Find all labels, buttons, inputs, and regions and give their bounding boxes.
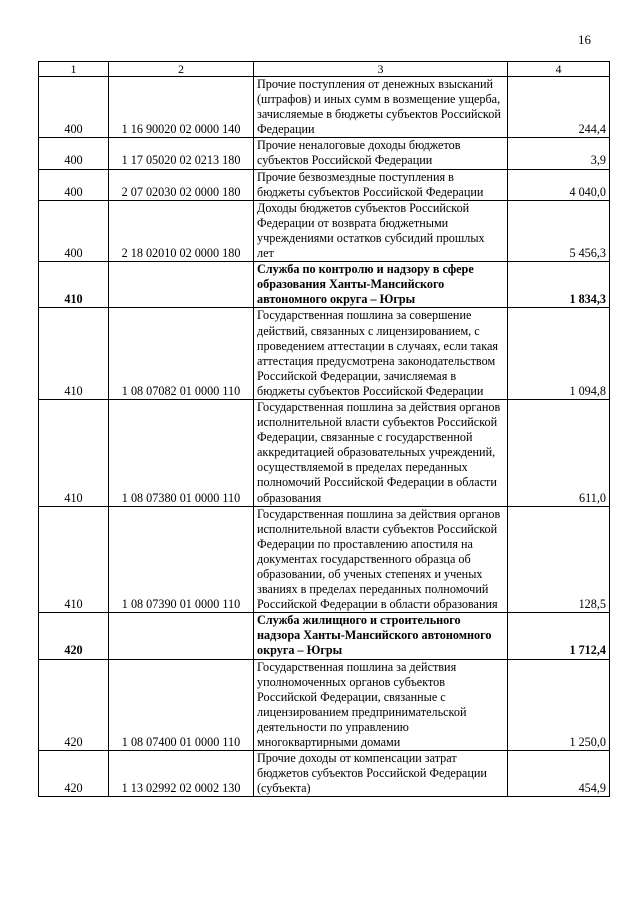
table-row <box>39 262 610 308</box>
admin-code-cell: 410 <box>39 399 109 506</box>
revenue-name-cell: Прочие безвозмездные поступления в бюджеты субъектов Российской Федерации <box>254 169 508 200</box>
budget-code-cell <box>109 262 254 308</box>
table-row <box>39 77 610 138</box>
amount-cell: 1 712,4 <box>508 613 610 659</box>
budget-code-cell: 1 17 05020 02 0213 180 <box>109 138 254 169</box>
budget-code-cell: 1 08 07082 01 0000 110 <box>109 308 254 400</box>
budget-code-cell: 1 13 02992 02 0002 130 <box>109 751 254 797</box>
budget-code-cell: 1 08 07390 01 0000 110 <box>109 506 254 613</box>
revenue-table-body <box>39 62 610 797</box>
revenue-name-cell: Служба по контролю и надзору в сфере образования Ханты-Мансийского автономного округа – Югры <box>254 262 508 308</box>
budget-code-cell <box>109 613 254 659</box>
table-row <box>39 751 610 797</box>
revenue-name-cell: Государственная пошлина за действия органов исполнительной власти субъектов Российской Федерации по проставлению апостиля на документах государственного образца об образовании, об ученых степенях и ученых званиях в пределах переданных полномочий Российской Федерации в области образования <box>254 506 508 613</box>
page-number: 16 <box>578 32 591 47</box>
amount-cell: 4 040,0 <box>508 169 610 200</box>
admin-code-cell: 420 <box>39 659 109 751</box>
table-row <box>39 613 610 659</box>
admin-code-cell: 410 <box>39 506 109 613</box>
budget-code-cell: 2 07 02030 02 0000 180 <box>109 169 254 200</box>
amount-cell: 1 094,8 <box>508 308 610 400</box>
amount-cell: 244,4 <box>508 77 610 138</box>
revenue-table <box>38 61 610 797</box>
budget-code-cell: 2 18 02010 02 0000 180 <box>109 200 254 261</box>
admin-code-cell: 420 <box>39 613 109 659</box>
revenue-name-cell: Государственная пошлина за совершение действий, связанных с лицензированием, с проведением аттестации в случаях, если такая аттестация предусмотрена законодательством Российской Федерации, зачисляемая в бюджеты субъектов Российской Федерации <box>254 308 508 400</box>
table-row <box>39 506 610 613</box>
column-number-4: 4 <box>508 62 610 77</box>
table-row <box>39 138 610 169</box>
revenue-name-cell: Государственная пошлина за действия уполномоченных органов субъектов Российской Федерации, связанные с лицензированием предпринимательской деятельности по управлению многоквартирными домами <box>254 659 508 751</box>
table-row <box>39 308 610 400</box>
amount-cell: 611,0 <box>508 399 610 506</box>
budget-code-cell: 1 08 07380 01 0000 110 <box>109 399 254 506</box>
revenue-name-cell: Прочие неналоговые доходы бюджетов субъектов Российской Федерации <box>254 138 508 169</box>
revenue-name-cell: Прочие доходы от компенсации затрат бюджетов субъектов Российской Федерации (субъекта) <box>254 751 508 797</box>
budget-code-cell: 1 16 90020 02 0000 140 <box>109 77 254 138</box>
table-row <box>39 399 610 506</box>
table-row <box>39 200 610 261</box>
admin-code-cell: 400 <box>39 77 109 138</box>
column-number-2: 2 <box>109 62 254 77</box>
table-row <box>39 659 610 751</box>
revenue-name-cell: Прочие поступления от денежных взысканий (штрафов) и иных сумм в возмещение ущерба, зачисляемые в бюджеты субъектов Российской Федерации <box>254 77 508 138</box>
revenue-name-cell: Служба жилищного и строительного надзора Ханты-Мансийского автономного округа – Югры <box>254 613 508 659</box>
admin-code-cell: 410 <box>39 308 109 400</box>
column-number-3: 3 <box>254 62 508 77</box>
column-number-row <box>39 62 610 77</box>
amount-cell: 1 834,3 <box>508 262 610 308</box>
revenue-name-cell: Государственная пошлина за действия органов исполнительной власти субъектов Российской Федерации, связанные с государственной аккредитацией образовательных учреждений, осуществляемой в пределах переданных полномочий Российской Федерации в области образования <box>254 399 508 506</box>
admin-code-cell: 400 <box>39 138 109 169</box>
amount-cell: 3,9 <box>508 138 610 169</box>
admin-code-cell: 400 <box>39 200 109 261</box>
amount-cell: 128,5 <box>508 506 610 613</box>
amount-cell: 1 250,0 <box>508 659 610 751</box>
amount-cell: 5 456,3 <box>508 200 610 261</box>
revenue-name-cell: Доходы бюджетов субъектов Российской Федерации от возврата бюджетными учреждениями остатков субсидий прошлых лет <box>254 200 508 261</box>
budget-code-cell: 1 08 07400 01 0000 110 <box>109 659 254 751</box>
admin-code-cell: 400 <box>39 169 109 200</box>
column-number-1: 1 <box>39 62 109 77</box>
admin-code-cell: 420 <box>39 751 109 797</box>
table-row <box>39 169 610 200</box>
admin-code-cell: 410 <box>39 262 109 308</box>
amount-cell: 454,9 <box>508 751 610 797</box>
